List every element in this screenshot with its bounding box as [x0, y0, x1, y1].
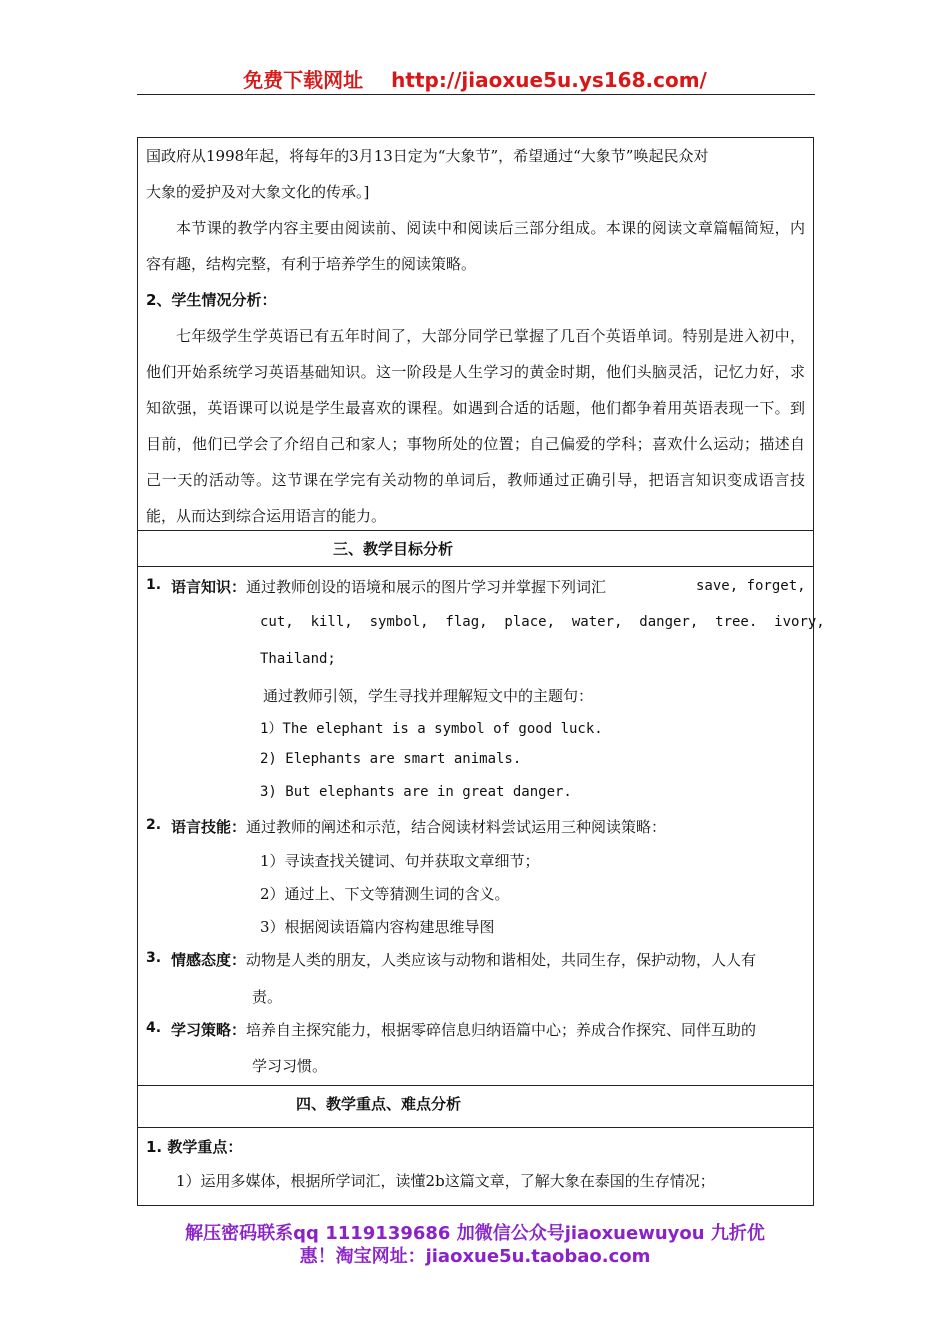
- intro-line-2: 大象的爱护及对大象文化的传承。]: [146, 183, 370, 201]
- topic-sentence-2: 2) Elephants are smart animals.: [260, 751, 522, 767]
- topic-sentence-3: 3) But elephants are in great danger.: [260, 784, 572, 800]
- goal-2-label: [171, 816, 666, 837]
- header-divider: [137, 94, 815, 95]
- goal-3-line-2: 责。: [252, 988, 283, 1006]
- goal-4-label-text: 学习策略：: [171, 1021, 247, 1039]
- student-analysis-body: 七年级学生学英语已有五年时间了，大部分同学已掌握了几百个英语单词。特别是进入初中，他们开始系统学习英语基础知识。这一阶段是人生学习的黄金时期，他们头脑灵活，记忆力好，求知欲强，英语课可以说是学生最喜欢的课程。如遇到合适的话题，他们都争着用英语表现一下。到目前，他们已学会了介绍自己和家人；事物所处的位置；自己偏爱的学科；喜欢什么运动；描述自己一天的活动等。这节课在学完有关动物的单词后，教师通过正确引导，把语言知识变成语言技能，从而达到综合运用语言的能力。: [146, 327, 805, 525]
- goal-3-label-text: 情感态度：: [171, 951, 247, 969]
- table-divider: [138, 1085, 813, 1086]
- goal-2-number: 2.: [146, 817, 162, 833]
- skill-item-1: 1）寻读查找关键词、句并获取文章细节；: [260, 852, 540, 870]
- goal-3-line-1: 动物是人类的朋友，人类应该与动物和谐相处，共同生存，保护动物，人人有: [246, 951, 757, 969]
- topic-sentence-guide: 通过教师引领，学生寻找并理解短文中的主题句：: [263, 687, 594, 705]
- goal-1-text: 通过教师创设的语境和展示的图片学习并掌握下列词汇: [246, 578, 607, 596]
- key-point-item-1: 1）运用多媒体，根据所学词汇，读懂2b这篇文章，了解大象在泰国的生存情况；: [176, 1172, 715, 1190]
- key-points-title: 四、教学重点、难点分析: [296, 1095, 462, 1113]
- goals-title: 三、教学目标分析: [333, 540, 454, 558]
- goal-4-label: [171, 1019, 756, 1040]
- lesson-plan-table: [137, 137, 825, 1206]
- intro-paragraph-2: 本节课的教学内容主要由阅读前、阅读中和阅读后三部分组成。本课的阅读文章篇幅简短，内容有趣，结构完整，有利于培养学生的阅读策略。: [146, 219, 805, 273]
- table-divider: [138, 530, 813, 531]
- goal-4-line-2: 学习习惯。: [252, 1057, 328, 1075]
- goal-4-number: 4.: [146, 1020, 162, 1036]
- goal-2-label-text: 语言技能：: [171, 818, 247, 836]
- key-points-heading: 1. 教学重点：: [146, 1138, 243, 1156]
- vocab-line-2: cut, kill, symbol, flag, place, water, danger, tree. ivory,: [260, 614, 825, 630]
- footer-contact-line: 解压密码联系qq 1119139686 加微信公众号jiaoxuewuyou 九折优: [185, 1223, 765, 1244]
- goal-1-label-text: 语言知识：: [171, 578, 247, 596]
- goal-3-number: 3.: [146, 950, 162, 966]
- goal-2-text: 通过教师的阐述和示范，结合阅读材料尝试运用三种阅读策略：: [246, 818, 667, 836]
- goal-1-label: [171, 576, 606, 597]
- topic-sentence-1: 1）The elephant is a symbol of good luck.: [260, 721, 603, 737]
- header-label: 免费下载网址: [243, 68, 364, 92]
- student-analysis-heading: 2、学生情况分析：: [146, 291, 277, 309]
- skill-item-3: 3）根据阅读语篇内容构建思维导图: [260, 918, 495, 936]
- table-divider: [138, 566, 813, 567]
- intro-cell: [146, 138, 805, 534]
- download-header: [0, 64, 950, 93]
- vocab-line-1: save, forget,: [696, 578, 806, 594]
- table-divider: [138, 1127, 813, 1128]
- header-url-link[interactable]: http://jiaoxue5u.ys168.com/: [391, 68, 707, 92]
- goal-1-number: 1.: [146, 577, 162, 593]
- skill-item-2: 2）通过上、下文等猜测生词的含义。: [260, 885, 510, 903]
- footer-shop-line: 惠！淘宝网址：jiaoxue5u.taobao.com: [299, 1246, 651, 1267]
- intro-line-1: 国政府从1998年起，将每年的3月13日定为“大象节”，希望通过“大象节”唤起民众对: [146, 147, 709, 165]
- vocab-line-3: Thailand;: [260, 651, 336, 667]
- goal-4-line-1: 培养自主探究能力，根据零碎信息归纳语篇中心；养成合作探究、同伴互助的: [246, 1021, 757, 1039]
- goal-3-label: [171, 949, 756, 970]
